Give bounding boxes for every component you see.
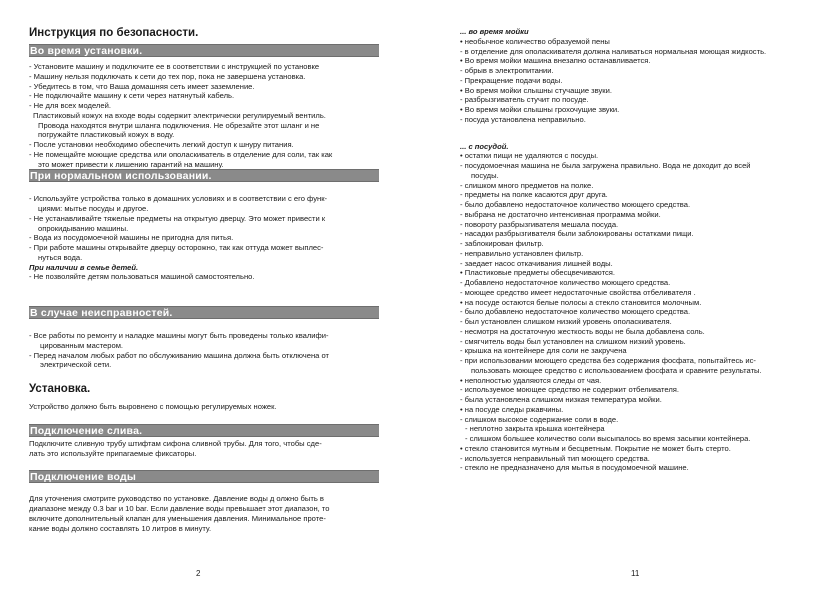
- list-item: - посудомоечная машина не была загружена правильно. Вода не доходит до всей: [460, 161, 751, 170]
- text-line: Для уточнения смотрите руководство по установке. Давление воды д олжно быть в: [29, 494, 324, 504]
- list-item: - Прекращение подачи воды.: [460, 75, 563, 85]
- list-item: - было добавлено недостаточное количество моющего средства.: [460, 200, 691, 209]
- list-item: • Во время мойки машина внезапно останавливается.: [460, 56, 651, 66]
- water-instructions: [29, 494, 379, 533]
- text-line: - Вода из посудомоечной машины не пригодна для питья.: [29, 233, 234, 243]
- with-dishes-list: [460, 151, 816, 473]
- text-line: - Установите машину и подключите ее в соответствии с инструкцией по установке: [29, 62, 320, 71]
- list-item: - неплотно закрыта крышка контейнера: [465, 424, 605, 434]
- text-line: Устройство должно быть выровнено с помощью регулируемых ножек.: [29, 402, 277, 411]
- list-item: • на посуде остаются белые полосы а стекло становится молочным.: [460, 297, 702, 307]
- text-line: кание воды должно составлять 10 литров в минуту.: [29, 523, 212, 533]
- list-item: - несмотря на достаточную жесткость воды не была добавлена соль.: [460, 326, 705, 336]
- normal-use-instructions: [29, 194, 379, 282]
- list-item: - выбрана не достаточно интенсивная программа мойки.: [460, 209, 661, 219]
- list-item: - обрыв в электропитании.: [460, 66, 554, 75]
- text-line: - При работе машины открывайте дверцу осторожно, так как оттуда может выплес-: [29, 243, 324, 252]
- list-item: • остатки пищи не удаляются с посуды.: [460, 151, 599, 161]
- text-line: электрической сети.: [40, 360, 112, 370]
- list-item: - разбрызгиватель стучит по посуде.: [460, 95, 589, 105]
- list-item: - предметы на полке касаются друг друга.: [460, 190, 608, 200]
- list-item: - заедает насос откачивания лишней воды.: [460, 258, 613, 268]
- text-line: диапазоне между 0.3 bar и 10 bar. Если давление воды превышает этот диапазон, то: [29, 504, 330, 513]
- safety-title: Инструкция по безопасности.: [29, 27, 199, 39]
- malfunction-instructions: [29, 331, 379, 370]
- text-line: опрокидыванию машины.: [38, 223, 129, 233]
- during-wash-heading: ... во время мойки: [460, 27, 529, 36]
- list-item: - слишком много предметов на полке.: [460, 180, 594, 190]
- list-item: - насадки разбрызгивателя были заблокированы остатками пищи.: [460, 229, 694, 239]
- during-wash-list: [460, 37, 816, 125]
- list-item: • неполностью удаляются следы от чая.: [460, 375, 602, 385]
- list-item: • Во время мойки слышны грохочущие звуки.: [460, 105, 620, 114]
- text-line: - Не позволяйте детям пользоваться машиной самостоятельно.: [29, 272, 255, 282]
- text-line: лать это используйте припагаемые фиксаторы.: [29, 448, 197, 458]
- text-line: - Не устанавливайте тяжелые предметы на открытую дверцу. Это может привести к: [29, 213, 326, 223]
- list-item: - используется неправильный тип моющего средства.: [460, 453, 650, 463]
- text-line: Подключите сливную трубу штифтам сифона сливной трубы. Для того, чтобы сде-: [29, 438, 322, 448]
- list-item: - была установлена слишком низкая температура мойки.: [460, 395, 662, 404]
- text-line: - Не для всех моделей.: [29, 101, 111, 110]
- page-number-left: 2: [196, 569, 201, 578]
- list-item: - был установлен слишком низкий уровень ополаскивателя.: [460, 317, 672, 326]
- text-line: это может привести к лишению гарантий на машину.: [38, 159, 224, 169]
- text-line: - Убедитесь в том, что Ваша домашняя сеть имеет заземление.: [29, 81, 255, 91]
- list-item: • необычное количество образуемой пены: [460, 36, 610, 46]
- text-line: цированным мастером.: [40, 340, 124, 350]
- installation-instructions: [29, 62, 379, 169]
- list-item: - смягчитель воды был установлен на слишком низкий уровень.: [460, 336, 686, 346]
- section-water-connection: Подключение воды: [29, 470, 379, 483]
- list-item: пользовать моющее средство с использованием фосфата и сравните результаты.: [471, 365, 762, 375]
- list-item: - повороту разбрызгивателя мешала посуда.: [460, 219, 619, 229]
- list-item: - используемое моющее средство не содержит отбеливателя.: [460, 385, 679, 395]
- children-heading: При наличии в семье детей.: [29, 262, 139, 272]
- list-item: • на посуде следы ржавчины.: [460, 404, 564, 414]
- text-line: нуться вода.: [38, 252, 83, 262]
- list-item: - неправильно установлен фильтр.: [460, 248, 584, 258]
- page-number-right: 11: [631, 569, 640, 578]
- list-item: - слишком большее количество соли высыпалось во время засыпки контейнера.: [465, 434, 751, 443]
- list-item: - стекло не предназначено для мытья в посудомоечной машине.: [460, 463, 689, 473]
- section-normal-use: При нормальном использовании.: [29, 169, 379, 182]
- section-drain-connection: Подключение слива.: [29, 424, 379, 437]
- right-page: [460, 27, 816, 473]
- section-during-installation: Во время установки.: [29, 44, 379, 57]
- list-item: • Пластиковые предметы обесцвечиваются.: [460, 268, 615, 278]
- text-line: циями: мытье посуды и другое.: [38, 204, 149, 213]
- text-line: - Все работы по ремонту и наладке машины могут быть проведены только квалифи-: [29, 331, 329, 340]
- list-item: - при использовании моющего средства без содержания фосфата, попытайтесь ис-: [460, 356, 756, 365]
- list-item: • Во время мойки слышны стучащие звуки.: [460, 85, 612, 95]
- list-item: посуды.: [471, 170, 499, 180]
- text-line: - Не подключайте машину к сети через натянутый кабель.: [29, 91, 235, 101]
- installation-heading: Установка.: [29, 383, 91, 395]
- list-item: - крышка на контейнере для соли не закручена: [460, 346, 627, 356]
- left-page: [29, 27, 379, 533]
- list-item: - посуда установлена неправильно.: [460, 114, 586, 124]
- text-line: - Используйте устройства только в домашних условиях и в соответствии с его функ-: [29, 194, 328, 204]
- text-line: Пластиковый кожух на входе воды содержит электрически регулируемый вентиль.: [33, 110, 326, 120]
- section-malfunction: В случае неисправностей.: [29, 306, 379, 319]
- text-line: - После установки необходимо обеспечить легкий доступ к шнуру питания.: [29, 140, 294, 149]
- text-line: погружайте пластиковый кожух в воду.: [38, 130, 175, 140]
- list-item: • стекло становится мутным и бесцветным. Покрытие не может быть стерто.: [460, 443, 731, 453]
- list-item: - было добавлено недостаточное количество моющего средства.: [460, 307, 691, 317]
- drain-instructions: [29, 439, 379, 459]
- text-line: включите дополнительный клапан для уменьшения давления. Минимальное проте-: [29, 513, 326, 523]
- list-item: - слишком высокое содержание соли в воде.: [460, 414, 619, 424]
- text-line: - Не помещайте моющие средства или ополаскиватель в отделение для соли, так как: [29, 149, 333, 159]
- text-line: - Перед началом любых работ по обслуживанию машина должна быть отключена от: [29, 350, 330, 360]
- list-item: - в отделение для ополаскивателя должна наливаться нормальная моющая жидкость.: [460, 46, 767, 56]
- with-dishes-heading: ... с посудой.: [460, 141, 509, 151]
- text-line: - Машину нельзя подключать к сети до тех пор, пока не завершена установка.: [29, 71, 306, 81]
- text-line: Провода находятся внутри шланга подключения. Не обрезайте этот шланг и не: [38, 120, 320, 130]
- list-item: - заблокирован фильтр.: [460, 239, 544, 248]
- list-item: - Добавлено недостаточное количество моющего средства.: [460, 278, 671, 287]
- list-item: - моющее средство имеет недостаточные свойства отбеливателя .: [460, 287, 696, 297]
